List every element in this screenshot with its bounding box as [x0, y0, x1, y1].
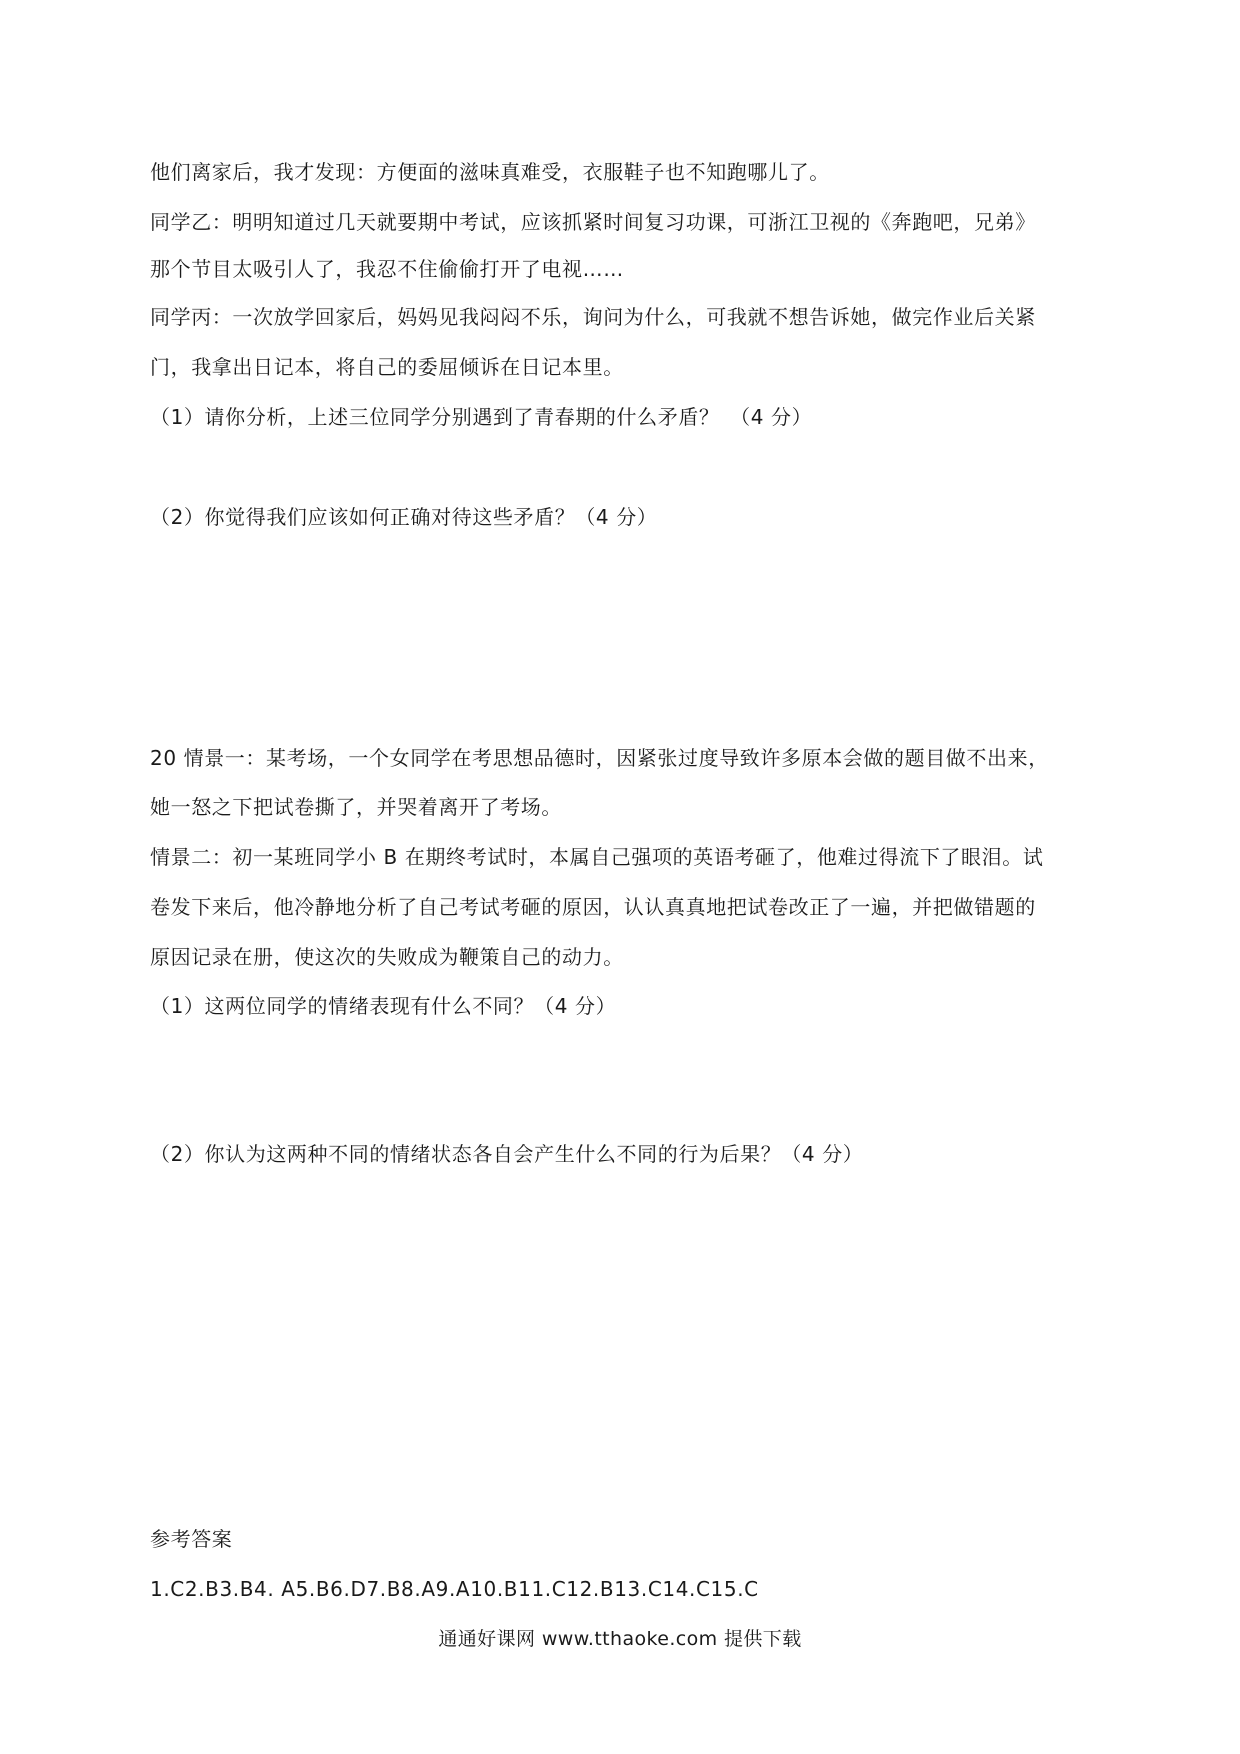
q19-student-c-line: 门，我拿出日记本，将自己的委屈倾诉在日记本里。 [150, 355, 624, 379]
q20-scene-1-line: 她一怒之下把试卷撕了，并哭着离开了考场。 [150, 795, 562, 819]
q20-scene-2-line: 原因记录在册，使这次的失败成为鞭策自己的动力。 [150, 945, 624, 969]
q20-sub-question-1: （1）这两位同学的情绪表现有什么不同？（4 分） [150, 994, 617, 1018]
q19-student-b-line: 同学乙：明明知道过几天就要期中考试，应该抓紧时间复习功课，可浙江卫视的《奔跑吧，兄弟》 [150, 210, 1036, 234]
q19-sub-question-2: （2）你觉得我们应该如何正确对待这些矛盾？（4 分） [150, 505, 658, 529]
answers-heading: 参考答案 [150, 1527, 233, 1551]
footer-text: 通通好课网 www.tthaoke.com 提供下载 [438, 1628, 802, 1650]
q19-student-c-line: 同学丙：一次放学回家后，妈妈见我闷闷不乐，询问为什么，可我就不想告诉她，做完作业后关紧 [150, 305, 1036, 329]
q19-sub-question-1: （1）请你分析，上述三位同学分别遇到了青春期的什么矛盾？ （4 分） [150, 405, 813, 429]
q19-student-b-line: 那个节目太吸引人了，我忍不住偷偷打开了电视…… [150, 257, 624, 281]
q20-scene-2-line: 情景二：初一某班同学小 B 在期终考试时，本属自己强项的英语考砸了，他难过得流下了眼泪。试 [150, 845, 1044, 869]
answers-line: 1.C2.B3.B4. A5.B6.D7.B8.A9.A10.B11.C12.B13.C14.C15.C [150, 1577, 759, 1601]
q20-scene-1-line: 20 情景一：某考场，一个女同学在考思想品德时，因紧张过度导致许多原本会做的题目做不出来， [150, 746, 1049, 770]
q20-scene-2-line: 卷发下来后，他冷静地分析了自己考试考砸的原因，认认真真地把试卷改正了一遍，并把做错题的 [150, 895, 1036, 919]
q19-paragraph-line: 他们离家后，我才发现：方便面的滋味真难受，衣服鞋子也不知跑哪儿了。 [150, 160, 830, 184]
q20-sub-question-2: （2）你认为这两种不同的情绪状态各自会产生什么不同的行为后果？（4 分） [150, 1142, 864, 1166]
